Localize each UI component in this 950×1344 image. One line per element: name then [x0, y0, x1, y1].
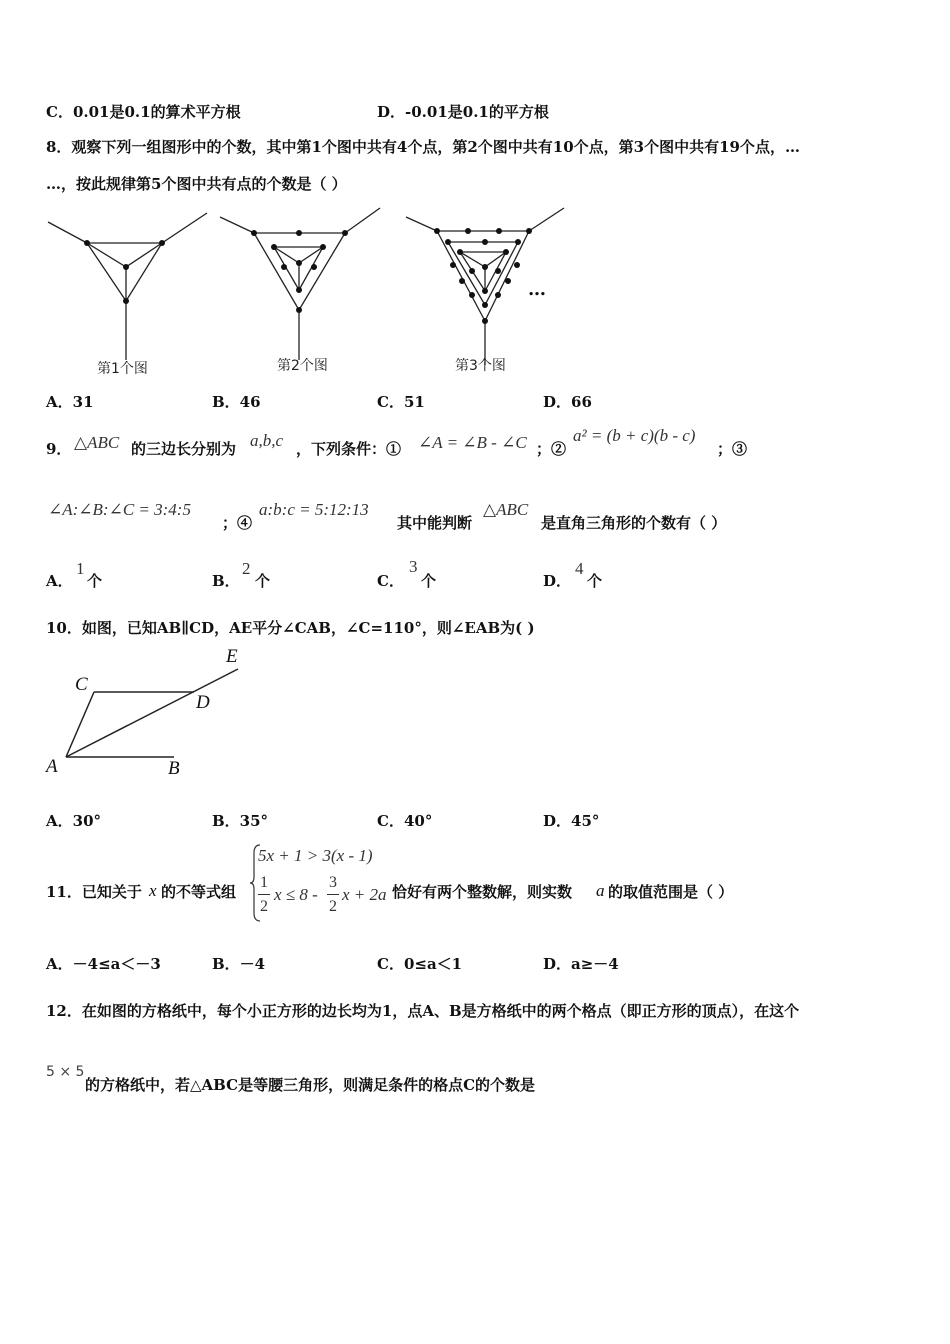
q9-text-5: ；④	[222, 514, 253, 532]
q10-label-c: C	[75, 674, 88, 695]
q9-option-b-letter: B．	[212, 572, 240, 590]
q9-text-7: 是直角三角形的个数有（ ）	[541, 514, 727, 532]
q11-post: 恰好有两个整数解，则实数	[392, 883, 573, 901]
q12-grid-size: 5 × 5	[46, 1064, 85, 1080]
q12-stem-line2: 的方格纸中，若△ABC是等腰三角形，则满足条件的格点C的个数是	[85, 1076, 536, 1094]
q8-fig2-label: 第2个图	[277, 358, 328, 374]
q11-ineq2-tail: x + 2a	[342, 885, 387, 904]
q9-option-c-num: 3	[409, 557, 418, 576]
q11-ineq2-frac1-num: 1	[260, 874, 268, 891]
q9-sides: a,b,c	[250, 431, 284, 450]
q11-ineq2-frac2-num: 3	[329, 874, 337, 891]
q9-option-a-letter: A．	[46, 572, 73, 590]
q9-option-b-unit: 个	[255, 572, 271, 590]
q9-condition-2: a² = (b + c)(b - c)	[573, 426, 696, 445]
q10-label-a: A	[46, 756, 58, 777]
q11-option-b: B．－4	[212, 955, 266, 973]
q9-text-3: ；②	[536, 440, 567, 458]
q11-ineq2-mid: x ≤ 8 -	[274, 885, 318, 904]
q10-stem: 10．如图，已知AB∥CD，AE平分∠CAB，∠C=110°，则∠EAB为( )	[46, 619, 535, 637]
q9-triangle-abc: △ABC	[74, 433, 120, 452]
q9-option-c-letter: C．	[377, 572, 404, 590]
q10-option-c: C．40°	[377, 812, 433, 830]
q9-triangle-abc-2: △ABC	[483, 500, 529, 519]
q8-fig3-label: 第3个图	[455, 358, 506, 374]
q10-option-d: D．45°	[543, 812, 600, 830]
q9-option-d-unit: 个	[587, 572, 603, 590]
q8-stem-line2: …，按此规律第5个图中共有点的个数是（ ）	[46, 175, 347, 193]
q9-text-4: ；③	[717, 440, 748, 458]
q11-option-a: A．－4≤a＜－3	[46, 955, 161, 973]
q11-ineq2-frac1-den: 2	[260, 898, 268, 915]
q10-label-e: E	[226, 646, 238, 667]
q10-label-d: D	[196, 692, 210, 713]
q8-option-b: B．46	[212, 393, 261, 411]
q11-ineq2-frac2-den: 2	[329, 898, 337, 915]
q9-condition-3: ∠A:∠B:∠C = 3:4:5	[48, 500, 191, 519]
q8-figure-1	[48, 213, 207, 360]
q10-option-b: B．35°	[212, 812, 269, 830]
q11-inequality-1: 5x + 1 > 3(x - 1)	[258, 846, 373, 865]
q7-option-d: D．-0.01是0.1的平方根	[377, 103, 549, 121]
q9-text-2: ，下列条件：①	[296, 440, 402, 458]
q9-option-b-num: 2	[242, 559, 251, 578]
q11-fraction-bar-1	[258, 894, 270, 895]
q9-text-1: 的三边长分别为	[131, 440, 237, 458]
q11-var-x: x	[149, 881, 157, 900]
q9-condition-4: a:b:c = 5:12:13	[259, 500, 369, 519]
q9-text-6: 其中能判断	[397, 514, 473, 532]
q8-stem-line1: 8．观察下列一组图形中的个数，其中第1个图中共有4个点，第2个图中共有10个点，第3个图中共有19个点，…	[46, 138, 800, 156]
q11-option-d: D．a≥－4	[543, 955, 619, 973]
q9-condition-1: ∠A = ∠B - ∠C	[418, 433, 527, 452]
q12-stem-line1: 12．在如图的方格纸中，每个小正方形的边长均为1，点A、B是方格纸中的两个格点（即正方形的顶点），在这个	[46, 1002, 800, 1020]
q11-option-c: C．0≤a＜1	[377, 955, 463, 973]
q9-option-d-letter: D．	[543, 572, 572, 590]
q9-option-a-unit: 个	[87, 572, 103, 590]
q10-label-b: B	[168, 758, 180, 779]
q9-option-c-unit: 个	[421, 572, 437, 590]
q10-option-a: A．30°	[46, 812, 102, 830]
q9-option-a-num: 1	[76, 559, 85, 578]
q8-ellipsis: …	[528, 279, 546, 300]
q11-mid: 的不等式组	[161, 883, 237, 901]
q9-number: 9．	[46, 440, 72, 458]
q11-post2: 的取值范围是（ ）	[608, 883, 734, 901]
q7-option-c: C．0.01是0.1的算术平方根	[46, 103, 241, 121]
q8-fig1-label: 第1个图	[97, 361, 148, 377]
q8-figures	[44, 205, 574, 375]
q8-option-c: C．51	[377, 393, 425, 411]
q10-figure	[44, 645, 254, 780]
q11-fraction-bar-2	[327, 894, 339, 895]
q11-pre: 11．已知关于	[46, 883, 142, 901]
q8-option-d: D．66	[543, 393, 592, 411]
q8-option-a: A．31	[46, 393, 94, 411]
q11-var-a: a	[596, 881, 605, 900]
q9-option-d-num: 4	[575, 559, 584, 578]
